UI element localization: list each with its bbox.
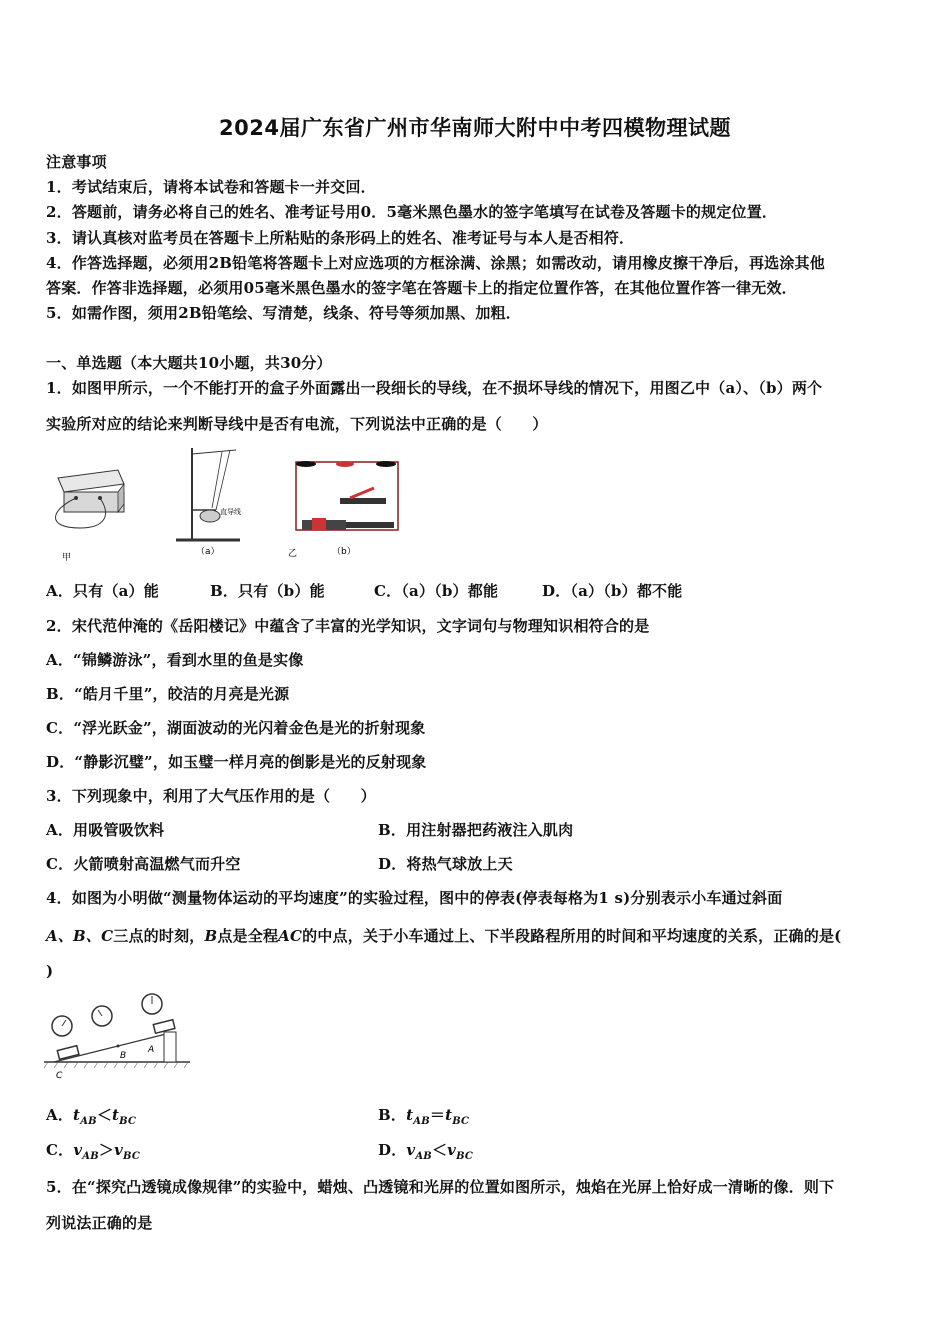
q1-option-a[interactable]: A．只有（a）能 (46, 582, 159, 600)
symbol: v (447, 1141, 457, 1159)
q4-stem-line1: 4．如图为小明做“测量物体运动的平均速度”的实验过程，图中的停表(停表每格为1 s)分别表示小车通过斜面 (46, 889, 783, 907)
option-letter: A． (46, 1106, 74, 1124)
sealed-box-figure (56, 470, 125, 563)
q4-segment-ac: AC (278, 927, 303, 945)
subscript: AB (82, 1151, 99, 1162)
operator: ＜ (96, 1106, 113, 1124)
operator: ＝ (429, 1106, 446, 1124)
q2-option-b[interactable]: B．“皓月千里”，皎洁的月亮是光源 (46, 685, 290, 703)
q1-figure (40, 440, 420, 570)
subscript: BC (123, 1151, 141, 1162)
symbol: v (114, 1141, 124, 1159)
q4-option-b[interactable] (378, 1104, 469, 1127)
q4-incline-figure (40, 990, 200, 1082)
q4-text: 点是全程 (217, 927, 279, 945)
operator: ＞ (98, 1141, 115, 1159)
page-title: 2024届广东省广州市华南师大附中中考四模物理试题 (219, 116, 731, 140)
q3-option-b[interactable]: B．用注射器把药液注入肌肉 (378, 821, 574, 839)
symbol: v (406, 1141, 416, 1159)
q4-option-c[interactable] (46, 1139, 140, 1162)
fig-label-a: （a） (196, 547, 220, 557)
subscript: BC (452, 1116, 470, 1127)
q4-option-a[interactable] (46, 1104, 136, 1127)
incline-label-a: A (148, 1045, 155, 1055)
q2-option-c[interactable]: C．“浮光跃金”，湖面波动的光闪着金色是光的折射现象 (46, 719, 426, 737)
notice-heading: 注意事项 (46, 153, 107, 171)
q3-option-a[interactable]: A．用吸管吸饮料 (46, 821, 165, 839)
symbol: v (73, 1141, 83, 1159)
notice-item: 1．考试结束后，请将本试卷和答题卡一并交回． (46, 178, 376, 196)
q1-stem-line2: 实验所对应的结论来判断导线中是否有电流，下列说法中正确的是（ ） (46, 415, 548, 433)
notice-item: 5．如需作图，须用2B铅笔绘、写清楚，线条、符号等须加黑、加粗． (46, 304, 521, 322)
subscript: AB (413, 1116, 430, 1127)
option-letter: D． (378, 1141, 407, 1159)
q4-text: 三点的时刻， (113, 927, 205, 945)
incline-label-b: B (120, 1051, 127, 1061)
notice-item: 2．答题前，请务必将自己的姓名、准考证号用0．5毫米黑色墨水的签字笔填写在试卷及答题卡的规定位置． (46, 203, 778, 221)
circuit-figure (288, 461, 398, 559)
stand-figure (176, 448, 241, 557)
q2-option-a[interactable]: A．“锦鳞游泳”，看到水里的鱼是实像 (46, 651, 304, 669)
subscript: AB (415, 1151, 432, 1162)
q4-point-b: B (204, 927, 218, 945)
q4-stem-line2 (46, 925, 841, 946)
q2-stem: 2．宋代范仲淹的《岳阳楼记》中蕴含了丰富的光学知识，文字词句与物理知识相符合的是 (46, 617, 650, 635)
fig-label-jia: 甲 (62, 553, 72, 563)
symbol: t (406, 1106, 414, 1124)
q3-option-c[interactable]: C．火箭喷射高温燃气而升空 (46, 855, 241, 873)
q1-stem-line1: 1．如图甲所示，一个不能打开的盒子外面露出一段细长的导线，在不损坏导线的情况下，用图乙中（a）、（b）两个 (46, 379, 823, 397)
subscript: BC (456, 1151, 474, 1162)
notice-item: 4．作答选择题，必须用2B铅笔将答题卡上对应选项的方框涂满、涂黑；如需改动，请用橡皮擦干净后，再选涂其他 (46, 254, 825, 272)
fig-label-wire: 直导线 (220, 508, 241, 516)
subscript: BC (119, 1116, 137, 1127)
section-heading: 一、单选题（本大题共10小题，共30分） (46, 354, 332, 372)
q3-option-d[interactable]: D．将热气球放上天 (378, 855, 513, 873)
notice-item: 答案．作答非选择题，必须用05毫米黑色墨水的签字笔在答题卡上的指定位置作答，在其他位置作答一律无效． (46, 279, 797, 297)
fig-label-yi: 乙 (288, 549, 298, 559)
symbol: t (73, 1106, 81, 1124)
symbol: t (112, 1106, 120, 1124)
q5-stem-line2: 列说法正确的是 (46, 1214, 153, 1232)
q4-points: A、B、C (46, 927, 114, 945)
symbol: t (445, 1106, 453, 1124)
q1-option-b[interactable]: B．只有（b）能 (210, 582, 325, 600)
option-letter: C． (46, 1141, 74, 1159)
subscript: AB (80, 1116, 97, 1127)
q3-stem: 3．下列现象中，利用了大气压作用的是（ ） (46, 787, 376, 805)
option-letter: B． (378, 1106, 407, 1124)
fig-label-b: （b） (332, 547, 356, 557)
q4-stem-line3: ) (46, 962, 54, 980)
q4-text: 的中点，关于小车通过上、下半段路程所用的时间和平均速度的关系，正确的是( (302, 927, 842, 945)
q2-option-d[interactable]: D．“静影沉璧”，如玉璧一样月亮的倒影是光的反射现象 (46, 753, 427, 771)
q4-option-d[interactable] (378, 1139, 473, 1162)
operator: ＜ (431, 1141, 448, 1159)
incline-label-c: C (56, 1071, 63, 1081)
notice-item: 3．请认真核对监考员在答题卡上所粘贴的条形码上的姓名、准考证号与本人是否相符． (46, 229, 635, 247)
q1-option-c[interactable]: C．（a）（b）都能 (374, 582, 499, 600)
q5-stem-line1: 5．在“探究凸透镜成像规律”的实验中，蜡烛、凸透镜和光屏的位置如图所示，烛焰在光屏上恰好成一清晰的像．则下 (46, 1178, 835, 1196)
q1-option-d[interactable]: D．（a）（b）都不能 (542, 582, 683, 600)
